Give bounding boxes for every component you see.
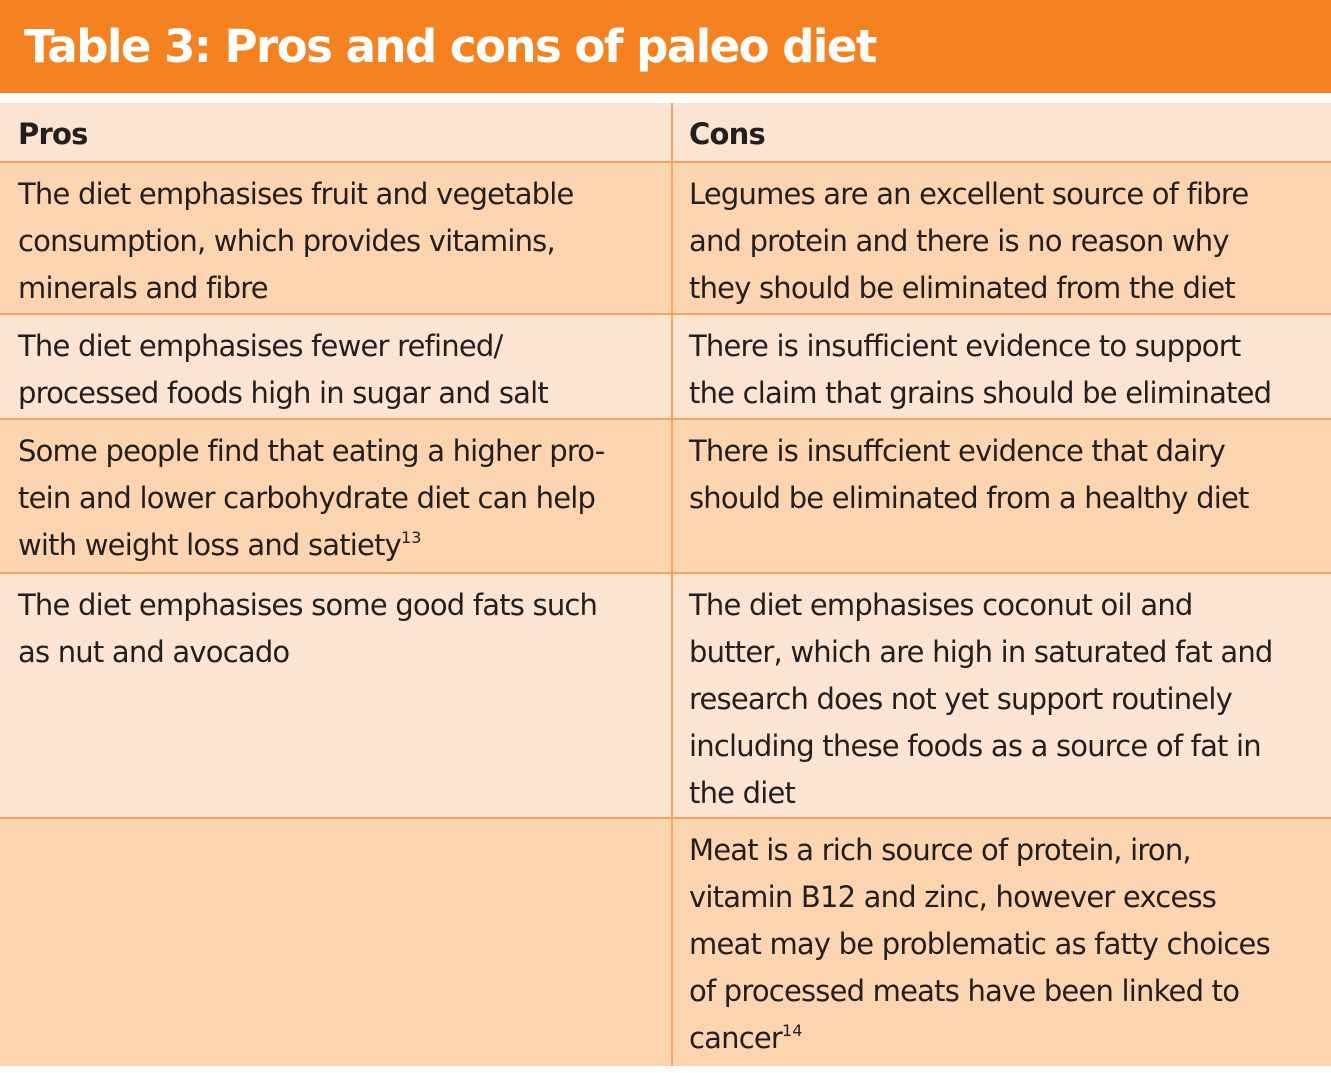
pros-text: Some people find that eating a higher pro- tein and lower carbohydrate diet can help with weight loss and satiety <box>18 434 605 562</box>
cons-footnote: 14 <box>782 1021 803 1040</box>
cons-text: The diet emphasises coconut oil and butter, which are high in saturated fat and research does not yet support routinely including these foods as a source of fat in the diet <box>689 588 1273 810</box>
pros-cell <box>0 163 673 313</box>
cons-text: Meat is a rich source of protein, iron, vitamin B12 and zinc, however excess meat may be problematic as fatty choices of processed meats have been linked to cancer <box>689 833 1270 1055</box>
pros-text: The diet emphasises some good fats such as nut and avocado <box>18 588 598 669</box>
pros-cons-table <box>0 103 1331 1066</box>
cons-text: There is insuffcient evidence that dairy should be eliminated from a healthy diet <box>689 434 1249 515</box>
cons-cell <box>673 574 1331 817</box>
pros-cell <box>0 819 673 1066</box>
cons-cell <box>673 420 1331 572</box>
table-row <box>0 819 1331 1066</box>
table-row <box>0 574 1331 819</box>
cons-text: There is insufficient evidence to support the claim that grains should be eliminated <box>689 329 1272 410</box>
pros-text: The diet emphasises fewer refined/ processed foods high in sugar and salt <box>18 329 548 410</box>
pros-footnote: 13 <box>401 528 422 547</box>
cons-cell <box>673 315 1331 418</box>
table-header-row <box>0 103 1331 163</box>
table-row <box>0 315 1331 420</box>
cons-text: Legumes are an excellent source of fibre and protein and there is no reason why they should be eliminated from the diet <box>689 177 1249 305</box>
cons-cell <box>673 163 1331 313</box>
table-title: Table 3: Pros and cons of paleo diet <box>24 20 876 73</box>
table-title-bar <box>0 0 1331 93</box>
pros-cell <box>0 420 673 572</box>
pros-cell <box>0 315 673 418</box>
table-row <box>0 420 1331 574</box>
pros-header: Pros <box>0 103 673 161</box>
cons-header: Cons <box>689 117 765 151</box>
pros-cell <box>0 574 673 817</box>
pros-text: The diet emphasises fruit and vegetable consumption, which provides vitamins, minerals and fibre <box>18 177 574 305</box>
table-row <box>0 163 1331 315</box>
cons-cell <box>673 819 1331 1066</box>
